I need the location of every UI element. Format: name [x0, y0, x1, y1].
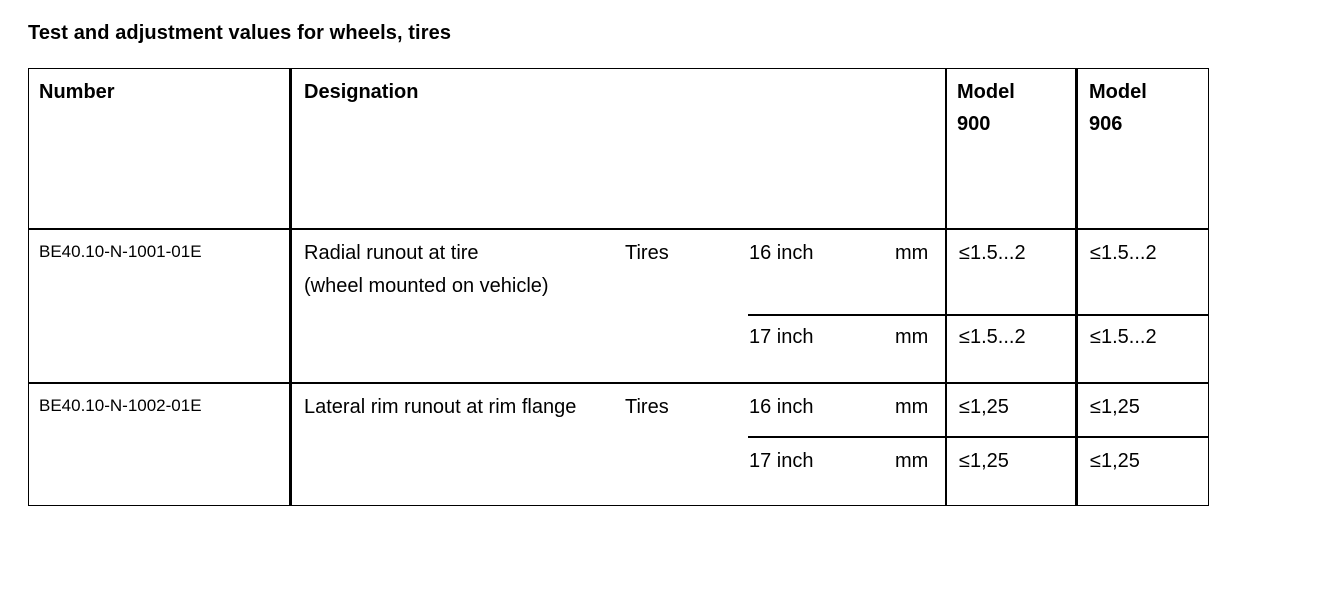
row-value-906: ≤1.5...2: [1090, 242, 1157, 264]
row-size: 17 inch: [749, 450, 814, 472]
row-size: 16 inch: [749, 396, 814, 418]
row-category: Tires: [625, 242, 669, 264]
row-size: 17 inch: [749, 326, 814, 348]
row-value-900: ≤1,25: [959, 450, 1009, 472]
row-divider: [29, 228, 1208, 230]
row-size: 16 inch: [749, 242, 814, 264]
row-value-906: ≤1,25: [1090, 396, 1140, 418]
header-designation: Designation: [304, 81, 419, 103]
row-unit: mm: [895, 396, 929, 418]
row-divider: [748, 314, 1208, 316]
row-designation-detail: (wheel mounted on vehicle): [304, 275, 549, 297]
row-unit: mm: [895, 450, 929, 472]
header-model-906-number: 906: [1089, 113, 1123, 135]
row-divider: [29, 382, 1208, 384]
header-model-900-number: 900: [957, 113, 991, 135]
col-divider: [945, 69, 947, 505]
row-unit: mm: [895, 242, 929, 264]
header-model-906: Model: [1089, 81, 1147, 103]
row-designation: Radial runout at tire: [304, 242, 479, 264]
row-number: BE40.10-N-1002-01E: [39, 396, 202, 415]
row-number: BE40.10-N-1001-01E: [39, 242, 202, 261]
col-divider: [1075, 69, 1078, 505]
values-table: [28, 68, 1209, 506]
row-unit: mm: [895, 326, 929, 348]
header-number: Number: [39, 81, 115, 103]
row-category: Tires: [625, 396, 669, 418]
row-divider: [748, 436, 1208, 438]
row-value-906: ≤1.5...2: [1090, 326, 1157, 348]
page-title: Test and adjustment values for wheels, tires: [28, 22, 452, 44]
col-divider: [289, 69, 292, 505]
row-value-906: ≤1,25: [1090, 450, 1140, 472]
row-value-900: ≤1,25: [959, 396, 1009, 418]
row-designation: Lateral rim runout at rim flange: [304, 396, 577, 418]
header-model-900: Model: [957, 81, 1015, 103]
row-value-900: ≤1.5...2: [959, 326, 1026, 348]
row-value-900: ≤1.5...2: [959, 242, 1026, 264]
